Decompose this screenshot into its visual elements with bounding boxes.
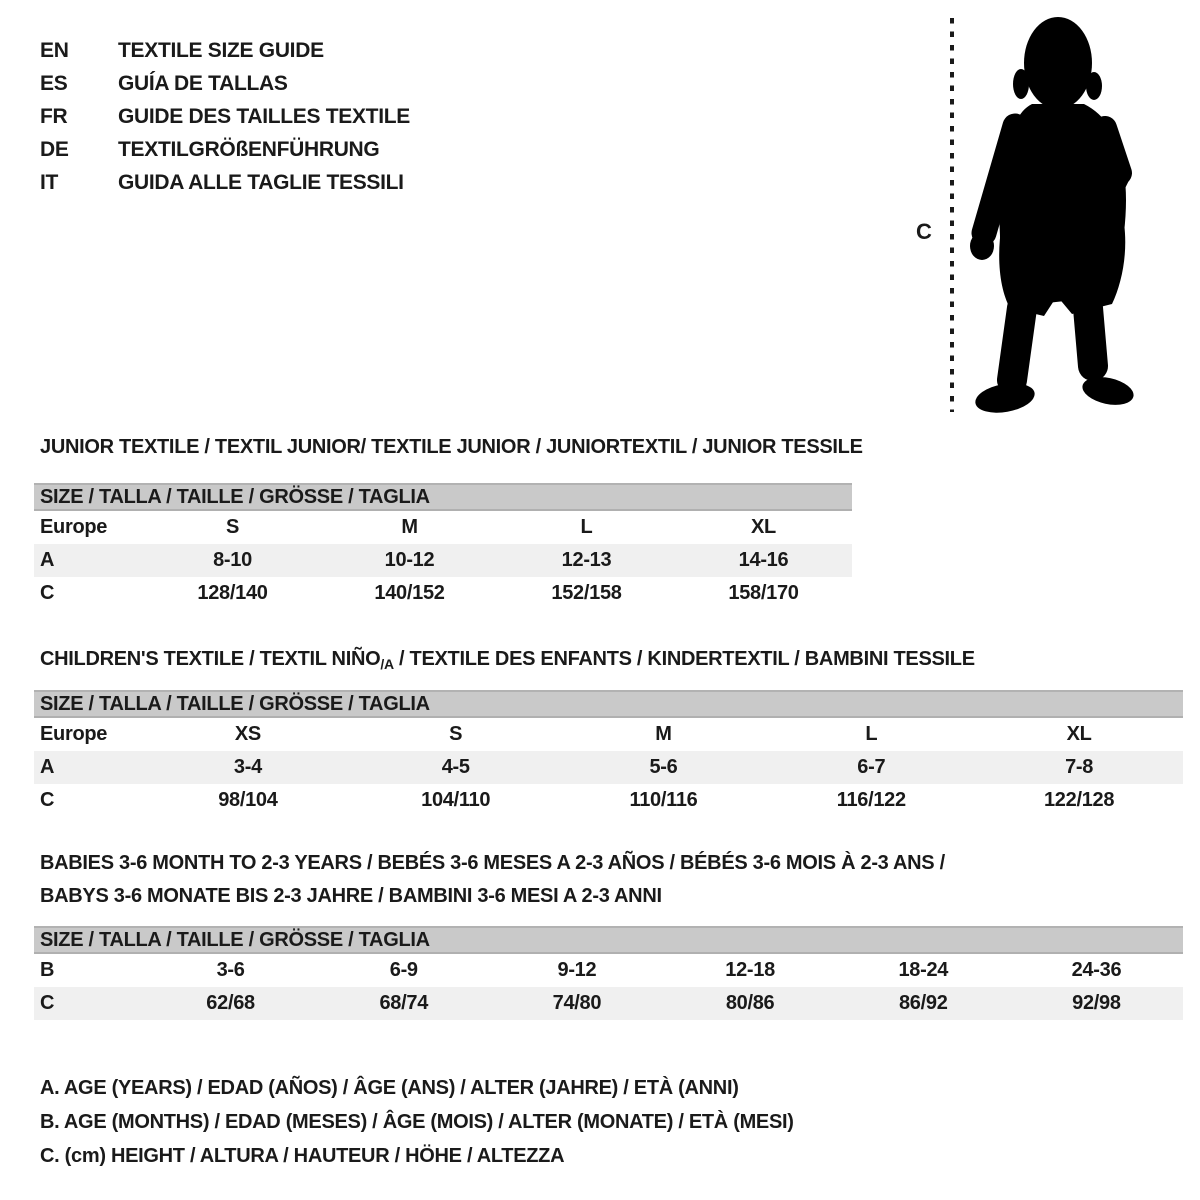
months-cell: 6-9 (389, 959, 418, 981)
height-cell: 74/80 (552, 992, 602, 1014)
toddler-figure (970, 17, 1136, 417)
language-code: EN (40, 38, 69, 62)
size-cell: M (401, 516, 418, 538)
age-cell: 4-5 (441, 756, 470, 778)
months-cell: 3-6 (216, 959, 245, 981)
size-cell: XL (1066, 723, 1092, 745)
row-label: C (40, 789, 55, 811)
language-title: GUIDA ALLE TAGLIE TESSILI (118, 170, 404, 194)
title-part: CHILDREN'S TEXTILE / TEXTIL NIÑO (40, 648, 381, 670)
size-header-bar: SIZE / TALLA / TAILLE / GRÖSSE / TAGLIA (34, 690, 1183, 718)
language-code: DE (40, 137, 69, 161)
row-label: Europe (40, 516, 108, 538)
babies-section-title-line2: BABYS 3-6 MONATE BIS 2-3 JAHRE / BAMBINI 3-6 MESI A 2-3 ANNI (40, 885, 662, 907)
row-label: C (40, 582, 55, 604)
months-cell: 9-12 (557, 959, 597, 981)
height-cell: 110/116 (629, 789, 698, 811)
height-cell: 80/86 (725, 992, 775, 1014)
title-subscript: /A (380, 656, 394, 672)
table-row-age (34, 751, 1183, 784)
height-cell: 122/128 (1043, 789, 1115, 811)
table-row-height (34, 784, 1183, 817)
age-cell: 6-7 (857, 756, 886, 778)
table-row-height (34, 577, 852, 610)
height-cell: 128/140 (197, 582, 268, 604)
size-cell: S (225, 516, 240, 538)
table-row-europe (34, 511, 852, 544)
size-cell: M (655, 723, 672, 745)
language-code: FR (40, 104, 68, 128)
measure-legend (40, 1071, 794, 1173)
age-cell: 12-13 (561, 549, 612, 571)
height-measure-label: C (916, 219, 932, 244)
junior-size-table (34, 483, 852, 610)
months-cell: 18-24 (898, 959, 949, 981)
height-cell: 104/110 (421, 789, 491, 811)
height-cell: 68/74 (379, 992, 429, 1014)
size-cell: XL (751, 516, 776, 538)
months-cell: 12-18 (725, 959, 775, 981)
height-cell: 158/170 (728, 582, 799, 604)
size-header-bar: SIZE / TALLA / TAILLE / GRÖSSE / TAGLIA (34, 483, 852, 511)
row-label: C (40, 992, 55, 1014)
height-cell: 62/68 (206, 992, 255, 1014)
age-cell: 10-12 (384, 549, 435, 571)
size-cell: L (865, 723, 878, 745)
row-label: B (40, 959, 55, 981)
legend-height-cm: C. (cm) HEIGHT / ALTURA / HAUTEUR / HÖHE / ALTEZZA (40, 1144, 565, 1167)
language-code: ES (40, 71, 68, 95)
age-cell: 8-10 (213, 549, 252, 571)
height-cell: 92/98 (1072, 992, 1121, 1014)
height-cell: 116/122 (836, 789, 906, 811)
row-label: A (40, 756, 55, 778)
language-title: GUÍA DE TALLAS (118, 71, 288, 95)
height-cell: 98/104 (218, 789, 278, 811)
age-cell: 14-16 (738, 549, 789, 571)
table-row-age (34, 544, 852, 577)
childrens-section-title (40, 648, 975, 672)
toddler-silhouette (940, 8, 1160, 420)
months-cell: 24-36 (1071, 959, 1122, 981)
title-part: / TEXTILE DES ENFANTS / KINDERTEXTIL / BAMBINI TESSILE (393, 648, 975, 670)
row-label: A (40, 549, 55, 571)
height-cell: 140/152 (374, 582, 445, 604)
table-row-months (34, 954, 1183, 987)
language-row-it (40, 166, 410, 199)
language-row-fr (40, 100, 410, 133)
size-cell: L (580, 516, 593, 538)
language-row-en (40, 34, 410, 67)
legend-age-months: B. AGE (MONTHS) / EDAD (MESES) / ÂGE (MOIS) / ALTER (MONATE) / ETÀ (MESI) (40, 1110, 794, 1133)
age-cell: 5-6 (649, 756, 678, 778)
size-cell: XS (234, 723, 261, 745)
language-code: IT (40, 170, 59, 194)
legend-age-years: A. AGE (YEARS) / EDAD (AÑOS) / ÂGE (ANS) / ALTER (JAHRE) / ETÀ (ANNI) (40, 1076, 739, 1099)
size-cell: S (449, 723, 463, 745)
language-title: GUIDE DES TAILLES TEXTILE (118, 104, 410, 128)
table-row-europe (34, 718, 1183, 751)
junior-section-title: JUNIOR TEXTILE / TEXTIL JUNIOR/ TEXTILE JUNIOR / JUNIORTEXTIL / JUNIOR TESSILE (40, 436, 863, 458)
row-label: Europe (40, 723, 108, 745)
babies-section-title-line1: BABIES 3-6 MONTH TO 2-3 YEARS / BEBÉS 3-6 MESES A 2-3 AÑOS / BÉBÉS 3-6 MOIS À 2-3 ANS / (40, 852, 945, 874)
age-cell: 3-4 (233, 756, 262, 778)
language-row-es (40, 67, 410, 100)
language-row-de (40, 133, 410, 166)
height-cell: 86/92 (898, 992, 948, 1014)
childrens-size-table (34, 690, 1183, 817)
language-title-list (40, 34, 410, 199)
language-title: TEXTILGRÖßENFÜHRUNG (118, 137, 380, 161)
size-header-bar: SIZE / TALLA / TAILLE / GRÖSSE / TAGLIA (34, 926, 1183, 954)
table-row-height (34, 987, 1183, 1020)
age-cell: 7-8 (1065, 756, 1094, 778)
language-title: TEXTILE SIZE GUIDE (118, 38, 324, 62)
babies-size-table (34, 926, 1183, 1020)
height-cell: 152/158 (551, 582, 622, 604)
